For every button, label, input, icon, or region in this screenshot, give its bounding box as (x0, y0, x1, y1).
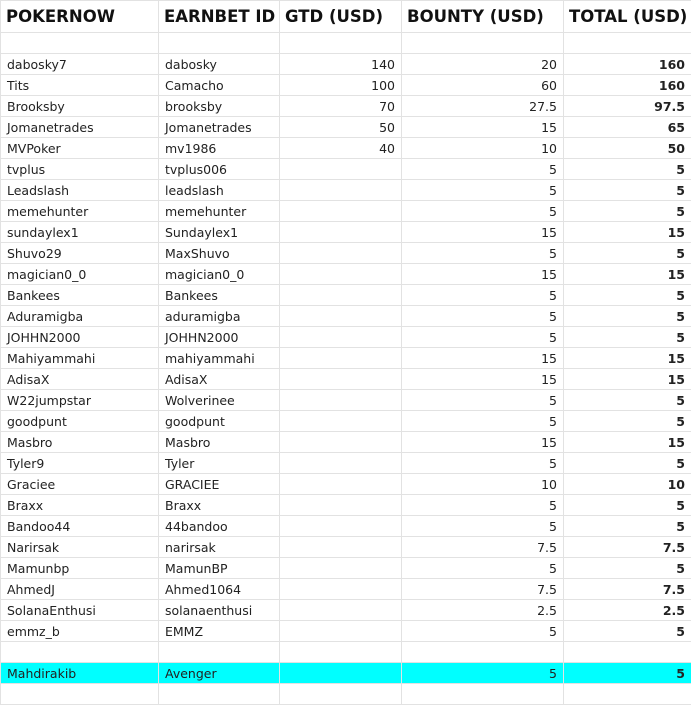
cell-pokernow[interactable]: Mahdirakib (1, 663, 159, 684)
cell-gtd[interactable] (280, 390, 402, 411)
empty-row (1, 33, 691, 54)
cell-gtd[interactable] (280, 516, 402, 537)
cell-total[interactable]: 15 (564, 432, 691, 453)
table-row (1, 579, 691, 600)
cell-gtd[interactable]: 100 (280, 75, 402, 96)
cell-gtd[interactable] (280, 474, 402, 495)
cell-total[interactable]: 160 (564, 75, 691, 96)
cell-total[interactable]: 2.5 (564, 600, 691, 621)
cell-total[interactable]: 5 (564, 327, 691, 348)
cell-pokernow[interactable]: Mahiyammahi (1, 348, 159, 369)
cell-total[interactable]: 50 (564, 138, 691, 159)
table-row (1, 621, 691, 642)
cell-earnbet-id[interactable]: Tyler (159, 453, 280, 474)
cell-total[interactable]: 97.5 (564, 96, 691, 117)
cell-gtd[interactable] (280, 411, 402, 432)
cell-earnbet-id[interactable]: GRACIEE (159, 474, 280, 495)
cell-earnbet-id[interactable]: Camacho (159, 75, 280, 96)
cell-earnbet-id[interactable] (159, 642, 280, 663)
cell-gtd[interactable] (280, 600, 402, 621)
column-header-total[interactable]: TOTAL (USD) (564, 1, 691, 33)
cell-total[interactable]: 160 (564, 54, 691, 75)
cell-earnbet-id[interactable]: Avenger (159, 663, 280, 684)
table-row (1, 390, 691, 411)
cell-earnbet-id[interactable]: Jomanetrades (159, 117, 280, 138)
cell-gtd[interactable] (280, 558, 402, 579)
cell-gtd[interactable] (280, 159, 402, 180)
cell-total[interactable]: 5 (564, 390, 691, 411)
cell-total[interactable]: 5 (564, 663, 691, 684)
cell-earnbet-id[interactable]: Bankees (159, 285, 280, 306)
cell-total[interactable]: 5 (564, 495, 691, 516)
cell-earnbet-id[interactable]: Ahmed1064 (159, 579, 280, 600)
highlighted-row (1, 663, 691, 684)
cell-total[interactable]: 65 (564, 117, 691, 138)
cell-pokernow[interactable]: Shuvo29 (1, 243, 159, 264)
cell-bounty[interactable]: 7.5 (402, 579, 564, 600)
cell-bounty[interactable]: 5 (402, 411, 564, 432)
cell-total[interactable]: 5 (564, 453, 691, 474)
table-row (1, 285, 691, 306)
cell-pokernow[interactable]: Aduramigba (1, 306, 159, 327)
cell-total[interactable]: 5 (564, 558, 691, 579)
cell-pokernow[interactable]: AdisaX (1, 369, 159, 390)
cell-gtd[interactable] (280, 453, 402, 474)
cell-bounty[interactable]: 15 (402, 432, 564, 453)
cell-bounty[interactable]: 10 (402, 138, 564, 159)
cell-earnbet-id[interactable]: MaxShuvo (159, 243, 280, 264)
table-row (1, 75, 691, 96)
cell-pokernow[interactable]: dabosky7 (1, 54, 159, 75)
table-row (1, 558, 691, 579)
cell-earnbet-id[interactable]: dabosky (159, 54, 280, 75)
cell-bounty[interactable]: 5 (402, 180, 564, 201)
cell-total[interactable]: 15 (564, 369, 691, 390)
cell-pokernow[interactable]: SolanaEnthusi (1, 600, 159, 621)
cell-bounty[interactable]: 15 (402, 369, 564, 390)
column-header-bounty[interactable]: BOUNTY (USD) (402, 1, 564, 33)
cell-total[interactable]: 10 (564, 474, 691, 495)
cell-total[interactable]: 5 (564, 516, 691, 537)
cell-total[interactable]: 15 (564, 222, 691, 243)
cell-pokernow[interactable]: magician0_0 (1, 264, 159, 285)
table-row (1, 201, 691, 222)
cell-bounty[interactable]: 2.5 (402, 600, 564, 621)
cell-earnbet-id[interactable]: leadslash (159, 180, 280, 201)
cell-total[interactable]: 7.5 (564, 579, 691, 600)
cell-total[interactable]: 5 (564, 306, 691, 327)
cell-earnbet-id[interactable]: MamunBP (159, 558, 280, 579)
cell-pokernow[interactable]: MVPoker (1, 138, 159, 159)
cell-bounty[interactable]: 5 (402, 327, 564, 348)
cell-gtd[interactable]: 140 (280, 54, 402, 75)
cell-total[interactable]: 5 (564, 243, 691, 264)
cell-bounty[interactable] (402, 33, 564, 54)
cell-gtd[interactable] (280, 369, 402, 390)
cell-total[interactable]: 15 (564, 264, 691, 285)
cell-earnbet-id[interactable]: narirsak (159, 537, 280, 558)
cell-gtd[interactable] (280, 495, 402, 516)
cell-earnbet-id[interactable]: memehunter (159, 201, 280, 222)
cell-bounty[interactable]: 5 (402, 516, 564, 537)
cell-pokernow[interactable]: JOHHN2000 (1, 327, 159, 348)
cell-gtd[interactable] (280, 243, 402, 264)
cell-gtd[interactable] (280, 432, 402, 453)
table-row (1, 96, 691, 117)
cell-gtd[interactable] (280, 579, 402, 600)
cell-bounty[interactable]: 10 (402, 474, 564, 495)
table-row (1, 495, 691, 516)
cell-bounty[interactable]: 60 (402, 75, 564, 96)
cell-total[interactable]: 5 (564, 411, 691, 432)
cell-gtd[interactable]: 40 (280, 138, 402, 159)
cell-gtd[interactable] (280, 180, 402, 201)
cell-gtd[interactable] (280, 327, 402, 348)
cell-pokernow[interactable]: Masbro (1, 432, 159, 453)
cell-pokernow[interactable]: Leadslash (1, 180, 159, 201)
cell-earnbet-id[interactable] (159, 684, 280, 705)
cell-bounty[interactable]: 15 (402, 222, 564, 243)
cell-pokernow[interactable]: Bankees (1, 285, 159, 306)
table-row (1, 222, 691, 243)
empty-row (1, 684, 691, 705)
cell-earnbet-id[interactable] (159, 33, 280, 54)
cell-total[interactable]: 15 (564, 348, 691, 369)
cell-earnbet-id[interactable]: magician0_0 (159, 264, 280, 285)
table-row (1, 327, 691, 348)
table-row (1, 432, 691, 453)
cell-earnbet-id[interactable]: JOHHN2000 (159, 327, 280, 348)
table-row (1, 369, 691, 390)
cell-total[interactable]: 7.5 (564, 537, 691, 558)
cell-bounty[interactable]: 15 (402, 264, 564, 285)
table-row (1, 180, 691, 201)
cell-gtd[interactable] (280, 306, 402, 327)
cell-pokernow[interactable]: goodpunt (1, 411, 159, 432)
table-row (1, 348, 691, 369)
cell-pokernow[interactable]: Narirsak (1, 537, 159, 558)
cell-total[interactable]: 5 (564, 180, 691, 201)
empty-row (1, 642, 691, 663)
cell-earnbet-id[interactable]: mahiyammahi (159, 348, 280, 369)
table-row (1, 411, 691, 432)
table-row (1, 453, 691, 474)
cell-bounty[interactable]: 15 (402, 117, 564, 138)
cell-gtd[interactable] (280, 537, 402, 558)
cell-pokernow[interactable] (1, 642, 159, 663)
cell-bounty[interactable]: 5 (402, 390, 564, 411)
cell-bounty[interactable]: 5 (402, 663, 564, 684)
table-row (1, 117, 691, 138)
cell-total[interactable]: 5 (564, 159, 691, 180)
cell-pokernow[interactable]: Mamunbp (1, 558, 159, 579)
cell-pokernow[interactable]: sundaylex1 (1, 222, 159, 243)
cell-pokernow[interactable]: emmz_b (1, 621, 159, 642)
cell-total[interactable]: 5 (564, 621, 691, 642)
cell-total[interactable]: 5 (564, 285, 691, 306)
cell-pokernow[interactable]: Tits (1, 75, 159, 96)
cell-pokernow[interactable]: memehunter (1, 201, 159, 222)
table-row (1, 306, 691, 327)
cell-gtd[interactable] (280, 222, 402, 243)
cell-earnbet-id[interactable]: brooksby (159, 96, 280, 117)
cell-total[interactable] (564, 684, 691, 705)
cell-pokernow[interactable]: Graciee (1, 474, 159, 495)
cell-earnbet-id[interactable]: EMMZ (159, 621, 280, 642)
cell-earnbet-id[interactable]: Sundaylex1 (159, 222, 280, 243)
cell-bounty[interactable]: 15 (402, 348, 564, 369)
table-row (1, 516, 691, 537)
cell-pokernow[interactable]: Brooksby (1, 96, 159, 117)
cell-pokernow[interactable]: Tyler9 (1, 453, 159, 474)
cell-pokernow[interactable]: Braxx (1, 495, 159, 516)
cell-total[interactable]: 5 (564, 201, 691, 222)
cell-bounty[interactable]: 5 (402, 201, 564, 222)
table-row (1, 537, 691, 558)
cell-earnbet-id[interactable]: Braxx (159, 495, 280, 516)
cell-bounty[interactable]: 5 (402, 306, 564, 327)
cell-pokernow[interactable]: Jomanetrades (1, 117, 159, 138)
cell-bounty[interactable]: 7.5 (402, 537, 564, 558)
column-header-pokernow[interactable]: POKERNOW (1, 1, 159, 33)
cell-pokernow[interactable]: AhmedJ (1, 579, 159, 600)
cell-earnbet-id[interactable]: Wolverinee (159, 390, 280, 411)
table-row (1, 243, 691, 264)
cell-earnbet-id[interactable]: 44bandoo (159, 516, 280, 537)
column-header-gtd[interactable]: GTD (USD) (280, 1, 402, 33)
cell-pokernow[interactable] (1, 684, 159, 705)
cell-bounty[interactable] (402, 684, 564, 705)
cell-bounty[interactable]: 5 (402, 243, 564, 264)
cell-gtd[interactable]: 50 (280, 117, 402, 138)
cell-bounty[interactable]: 27.5 (402, 96, 564, 117)
cell-gtd[interactable] (280, 621, 402, 642)
cell-earnbet-id[interactable]: tvplus006 (159, 159, 280, 180)
table-row (1, 54, 691, 75)
table-row (1, 138, 691, 159)
cell-total[interactable] (564, 642, 691, 663)
cell-bounty[interactable]: 5 (402, 621, 564, 642)
cell-bounty[interactable]: 5 (402, 495, 564, 516)
table-row (1, 159, 691, 180)
cell-bounty[interactable]: 5 (402, 453, 564, 474)
cell-gtd[interactable] (280, 285, 402, 306)
cell-gtd[interactable] (280, 264, 402, 285)
column-header-earnbet-id[interactable]: EARNBET ID (159, 1, 280, 33)
cell-bounty[interactable]: 20 (402, 54, 564, 75)
cell-total[interactable] (564, 33, 691, 54)
cell-gtd[interactable] (280, 348, 402, 369)
cell-pokernow[interactable]: W22jumpstar (1, 390, 159, 411)
cell-gtd[interactable] (280, 663, 402, 684)
table-row (1, 474, 691, 495)
cell-earnbet-id[interactable]: goodpunt (159, 411, 280, 432)
table-row (1, 600, 691, 621)
cell-earnbet-id[interactable]: solanaenthusi (159, 600, 280, 621)
header-row (1, 1, 691, 33)
cell-pokernow[interactable]: tvplus (1, 159, 159, 180)
cell-earnbet-id[interactable]: mv1986 (159, 138, 280, 159)
cell-earnbet-id[interactable]: aduramigba (159, 306, 280, 327)
table-body (1, 1, 691, 705)
cell-gtd[interactable] (280, 684, 402, 705)
cell-gtd[interactable] (280, 642, 402, 663)
cell-bounty[interactable]: 5 (402, 159, 564, 180)
cell-pokernow[interactable] (1, 33, 159, 54)
cell-gtd[interactable] (280, 201, 402, 222)
cell-earnbet-id[interactable]: AdisaX (159, 369, 280, 390)
cell-gtd[interactable]: 70 (280, 96, 402, 117)
cell-bounty[interactable]: 5 (402, 285, 564, 306)
cell-pokernow[interactable]: Bandoo44 (1, 516, 159, 537)
cell-bounty[interactable]: 5 (402, 558, 564, 579)
cell-earnbet-id[interactable]: Masbro (159, 432, 280, 453)
table-row (1, 264, 691, 285)
cell-bounty[interactable] (402, 642, 564, 663)
cell-gtd[interactable] (280, 33, 402, 54)
